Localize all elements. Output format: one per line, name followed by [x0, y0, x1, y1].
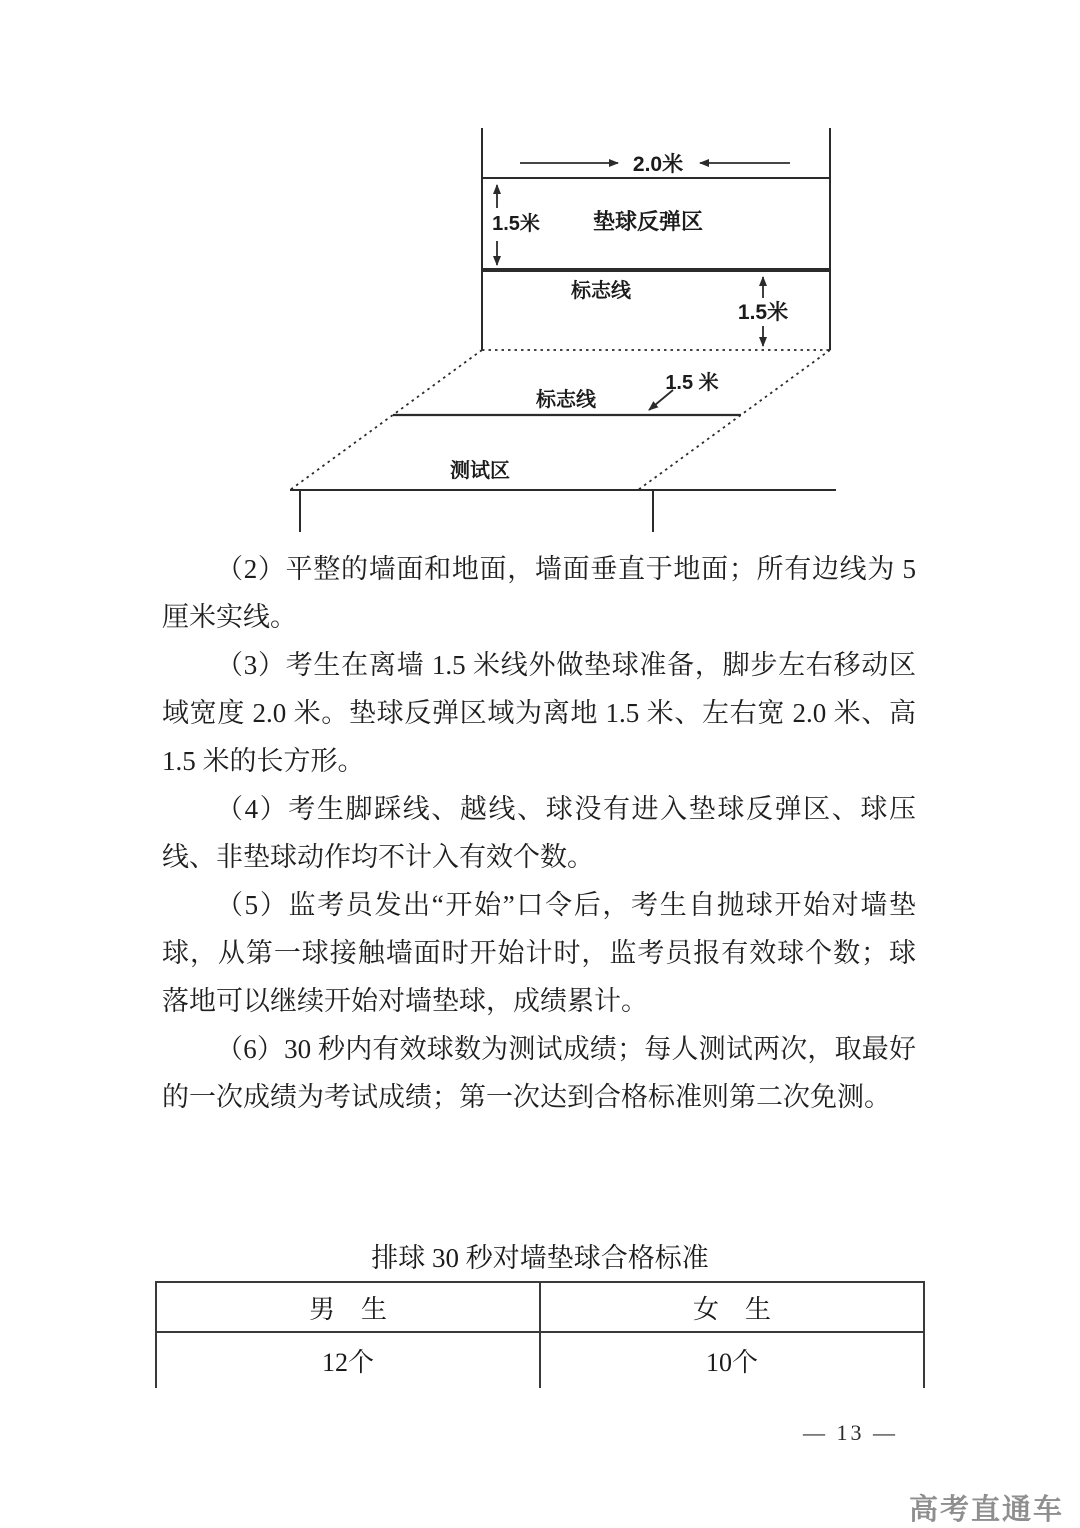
cell-female-count: 10个: [540, 1332, 924, 1388]
body-text: [162, 545, 916, 1121]
floor-marking-line-label: 标志线: [536, 389, 596, 411]
paragraph-4: （4）考生脚踩线、越线、球没有进入垫球反弹区、球压线、非垫球动作均不计入有效个数。: [162, 794, 916, 872]
brand-watermark: 高考直通车: [908, 1494, 1064, 1526]
table-title: 排球 30 秒对墙垫球合格标准: [371, 1243, 709, 1273]
paragraph-6: （6）30 秒内有效球数为测试成绩；每人测试两次，取最好的一次成绩为考试成绩；第一次达到合格标准则第二次免测。: [162, 1034, 916, 1112]
floor-distance-label: 1.5 米: [665, 372, 719, 394]
test-area-label: 测试区: [450, 460, 510, 482]
wall-height-label: 1.5米: [492, 213, 540, 235]
cell-male-count: 12个: [156, 1332, 540, 1388]
rebound-zone-label: 垫球反弹区: [592, 209, 704, 234]
right-height-label: 1.5米: [737, 301, 789, 324]
paragraph-5: （5）监考员发出“开始”口令后，考生自抛球开始对墙垫球，从第一球接触墙面时开始计时，监考员报有效球个数；球落地可以继续开始对墙垫球，成绩累计。: [162, 890, 916, 1016]
page-number: — 13 —: [803, 1420, 898, 1445]
test-area-diagram: [0, 0, 1080, 545]
table-row: [156, 1332, 924, 1388]
wall-marking-line-label: 标志线: [571, 280, 631, 302]
standards-table: [155, 1281, 925, 1388]
paragraph-2: （2）平整的墙面和地面，墙面垂直于地面；所有边线为 5 厘米实线。: [162, 554, 916, 632]
paragraph-3: （3）考生在离墙 1.5 米线外做垫球准备，脚步左右移动区域宽度 2.0 米。垫球反弹区域为离地 1.5 米、左右宽 2.0 米、高 1.5 米的长方形。: [162, 650, 916, 776]
header-female: 女 生: [540, 1282, 924, 1332]
header-male: 男 生: [156, 1282, 540, 1332]
table-header-row: [156, 1282, 924, 1332]
width-label: 2.0米: [632, 153, 684, 176]
floor-right-dotted-edge: [638, 350, 830, 490]
